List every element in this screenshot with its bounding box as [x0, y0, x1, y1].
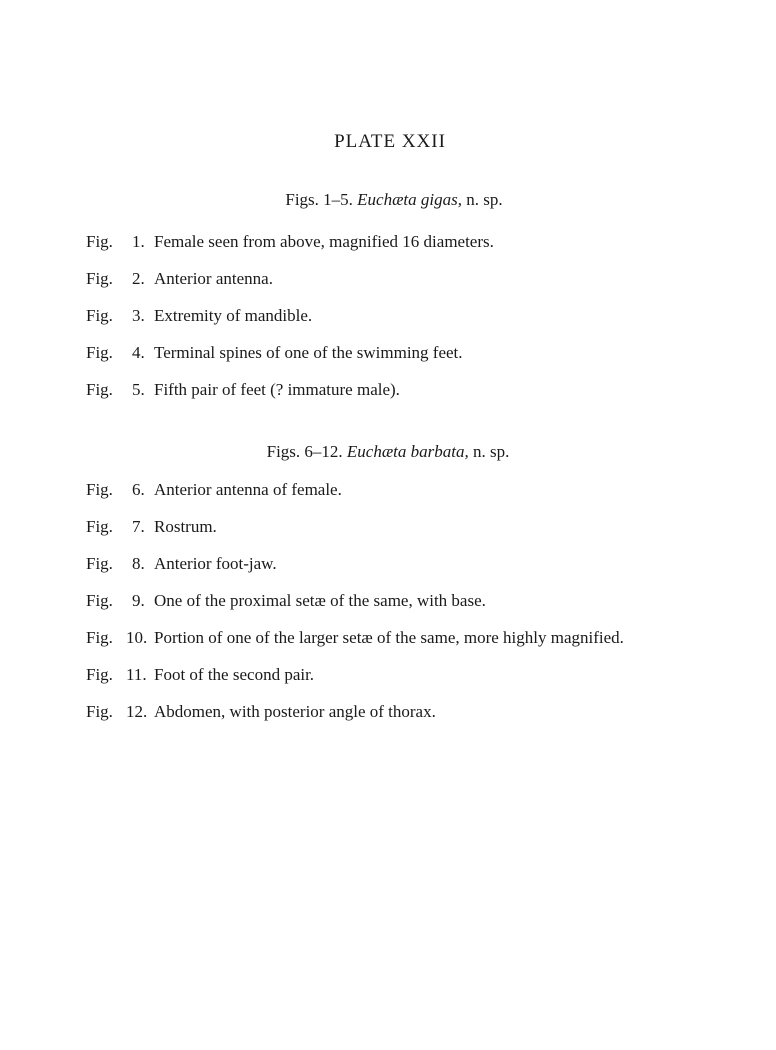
figure-number: 1.: [132, 232, 145, 251]
figure-number: 3.: [132, 306, 145, 325]
figure-description: Terminal spines of one of the swimming feet.: [154, 343, 463, 362]
section-heading-euchaeta-gigas: [0, 190, 776, 210]
figure-label: Fig.: [86, 665, 113, 684]
figure-label: Fig.: [86, 306, 113, 325]
figure-label: Fig.: [86, 554, 113, 573]
figure-label: Fig.: [86, 591, 113, 610]
section-heading-suffix: n. sp.: [466, 190, 503, 209]
section-heading-suffix: n. sp.: [473, 442, 510, 461]
figure-caption-4: [86, 343, 746, 380]
figure-caption-2: [86, 269, 746, 306]
figure-number: 10.: [126, 628, 148, 647]
section-heading-figs-range: Figs. 1–5.: [285, 190, 353, 209]
figure-list-euchaeta-barbata: [86, 480, 746, 739]
figure-label: Fig.: [86, 380, 113, 399]
plate-title: PLATE XXII: [334, 131, 446, 152]
figure-number: 11.: [126, 665, 147, 684]
section-heading-species: Euchæta barbata,: [346, 442, 469, 461]
section-heading-euchaeta-barbata: [0, 442, 776, 462]
figure-caption-6: [86, 480, 746, 517]
figure-label: Fig.: [86, 517, 113, 536]
figure-caption-8: [86, 554, 746, 591]
figure-label: Fig.: [86, 480, 113, 499]
figure-description: Anterior antenna.: [154, 269, 273, 288]
figure-caption-5: [86, 380, 746, 417]
figure-description: Fifth pair of feet (? immature male).: [154, 380, 400, 399]
figure-caption-11: [86, 665, 746, 702]
figure-number: 5.: [132, 380, 145, 399]
section-heading-figs-range: Figs. 6–12.: [266, 442, 343, 461]
figure-description: Anterior foot-jaw.: [154, 554, 277, 573]
figure-caption-3: [86, 306, 746, 343]
figure-label: Fig.: [86, 702, 113, 721]
figure-number: 8.: [132, 554, 145, 573]
figure-number: 6.: [132, 480, 145, 499]
figure-caption-7: [86, 517, 746, 554]
figure-label: Fig.: [86, 269, 113, 288]
figure-label: Fig.: [86, 628, 113, 647]
figure-number: 9.: [132, 591, 145, 610]
figure-list-euchaeta-gigas: [86, 232, 746, 417]
figure-description: Extremity of mandible.: [154, 306, 313, 325]
figure-label: Fig.: [86, 343, 113, 362]
figure-caption-12: [86, 702, 746, 739]
figure-description: Female seen from above, magnified 16 diameters.: [154, 232, 494, 251]
figure-label: Fig.: [86, 232, 113, 251]
figure-description: Foot of the second pair.: [154, 665, 315, 684]
figure-description: Portion of one of the larger setæ of the same, more highly magnified.: [154, 628, 624, 647]
figure-number: 4.: [132, 343, 145, 362]
figure-description: One of the proximal setæ of the same, with base.: [154, 591, 486, 610]
figure-description: Anterior antenna of female.: [154, 480, 342, 499]
figure-description: Abdomen, with posterior angle of thorax.: [154, 702, 436, 721]
figure-caption-10: [86, 628, 746, 665]
figure-number: 2.: [132, 269, 145, 288]
figure-caption-9: [86, 591, 746, 628]
figure-number: 7.: [132, 517, 145, 536]
section-heading-species: Euchæta gigas,: [357, 190, 462, 209]
figure-caption-1: [86, 232, 746, 269]
figure-number: 12.: [126, 702, 148, 721]
figure-description: Rostrum.: [154, 517, 217, 536]
